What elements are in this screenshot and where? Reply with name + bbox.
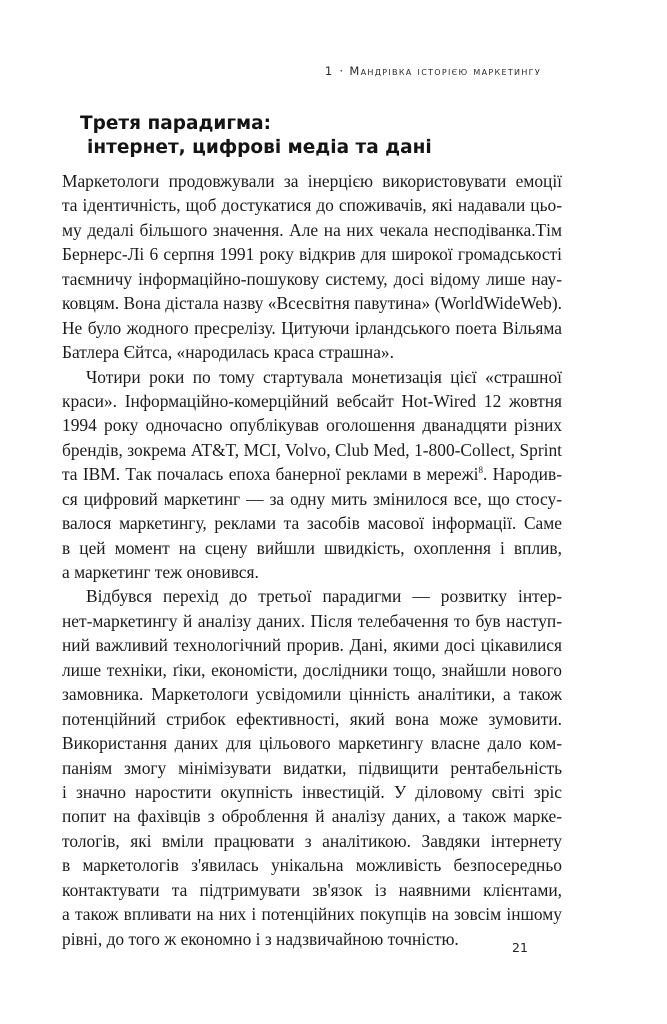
text-line — [62, 462, 562, 486]
text-line: Чотири роки по тому стартувала монетизація цієї «страшної — [86, 366, 562, 387]
text-line: Батлера Єйтса, «народилась краса страшна». — [62, 342, 394, 363]
text-line: попит на фахівців з оброблення й аналізу даних, а також марке- — [62, 806, 562, 827]
text-line: тологів, які вміли працювати з аналітикою. Завдяки інтернету — [62, 830, 562, 851]
section-title-line-2: інтернет, цифрові медіа та дані — [87, 137, 432, 158]
text-line: Відбувся перехід до третьої парадигми — розвитку інтер- — [86, 586, 562, 607]
text-line: потенційний стрибок ефективності, який вона може зумовити. — [62, 708, 562, 729]
text-line: рівні, до того ж економно і з надзвичайною точністю. — [62, 928, 459, 949]
text-line: та ідентичність, щоб достукатися до споживачів, які надавали цьо- — [62, 195, 562, 216]
paragraph — [62, 584, 562, 951]
text-line: ний важливий технологічний прорив. Дані, якими досі цікавилися — [62, 635, 562, 656]
section-title-line-1: Третя парадигма: — [80, 113, 272, 134]
running-head-separator: · — [339, 64, 345, 78]
text-line: таємничу інформаційно-пошукову систему, досі відому лише нау- — [62, 268, 562, 289]
text-line: лише техніки, ґіки, економісти, дослідники тощо, знайшли нового — [62, 659, 562, 680]
text-line: Маркетологи продовжували за інерцією використовувати емоції — [62, 171, 562, 191]
page-number: 21 — [512, 940, 528, 955]
text-line: Не було жодного пресрелізу. Цитуючи ірландського поета Вільяма — [62, 317, 562, 338]
chapter-number: 1 — [324, 64, 334, 78]
text-line-tail: . Народив- — [482, 464, 562, 485]
text-line-main: та IBM. Так почалась епоха банерної реклами в мережі — [62, 464, 479, 485]
text-line: Бернерс-Лі 6 серпня 1991 року відкрив для широкої громадськості — [62, 244, 562, 265]
text-line: паніям змогу мінімізувати видатки, підвищити рентабельність — [62, 757, 562, 778]
text-line: контактувати та підтримувати зв'язок із наявними клієнтами, — [62, 879, 562, 900]
text-line: нет-маркетингу й аналізу даних. Після телебачення то був наступ- — [62, 610, 562, 631]
text-line: Використання даних для цільового маркетингу власне дало ком- — [62, 733, 562, 754]
paragraph — [62, 169, 562, 365]
running-head — [325, 64, 541, 78]
paragraph — [62, 365, 562, 585]
text-line: а маркетинг теж оновився. — [62, 562, 259, 582]
section-title — [80, 112, 432, 160]
text-line: ся цифровий маркетинг — за одну мить змінилося все, що стосу- — [62, 488, 562, 509]
text-line: а також впливати на них і потенційних покупців на зовсім іншому — [62, 904, 562, 925]
chapter-title: Мандрівка історією маркетингу — [349, 64, 541, 78]
text-line: 1994 року одночасно опублікував оголошення дванадцяти різних — [62, 415, 562, 436]
text-line: му дедалі більшого значення. Але на них чекала несподіванка.Тім — [62, 219, 562, 240]
text-line: в цей момент на сцену вийшли швидкість, охоплення і вплив, — [62, 537, 562, 558]
text-line: і значно наростити окупність інвестицій. У діловому світі зріс — [62, 781, 562, 802]
text-line: брендів, зокрема AT&T, MCI, Volvo, Club Med, 1-800-Collect, Sprint — [62, 439, 562, 460]
text-line: краси». Інформаційно-комерційний вебсайт Hot-Wired 12 жовтня — [62, 390, 562, 411]
text-line: валося маркетингу, реклами та засобів масової інформації. Саме — [62, 513, 562, 534]
text-line: ковцям. Вона дістала назву «Всесвітня павутина» (WorldWideWeb). — [62, 293, 562, 314]
text-line: замовника. Маркетологи усвідомили цінність аналітики, а також — [62, 684, 562, 705]
footnote-marker: 8 — [478, 465, 483, 476]
text-line: в маркетологів з'явилась унікальна можливість безпосередньо — [62, 855, 562, 876]
body-text — [62, 169, 562, 951]
